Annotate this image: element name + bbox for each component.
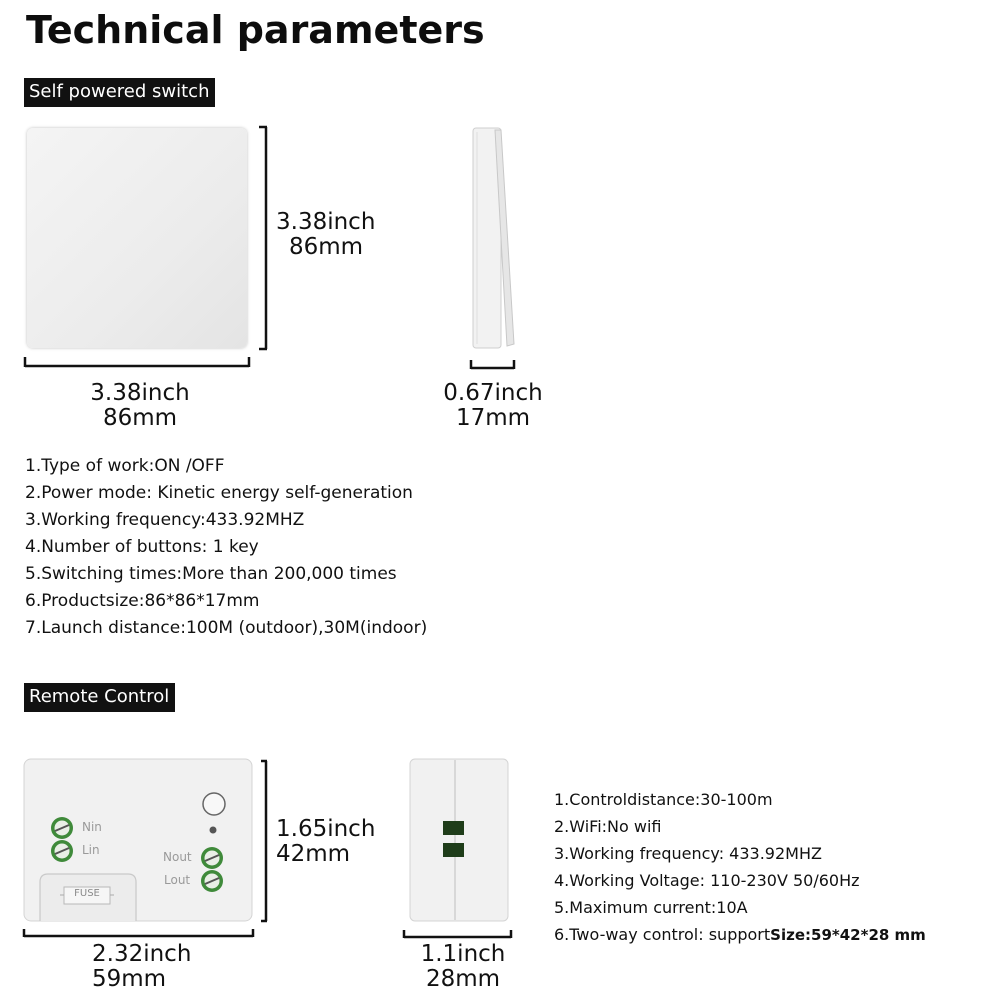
remote-spec-list [554, 786, 926, 949]
switch-side-view [473, 128, 514, 348]
remote-width-inch: 2.32inch [92, 941, 192, 967]
switch-spec-item: 6.Productsize:86*86*17mm [25, 591, 260, 611]
switch-spec-item: 4.Number of buttons: 1 key [25, 537, 259, 557]
remote-height-mm: 42mm [276, 841, 351, 867]
remote-depth-bracket [404, 930, 511, 938]
switch-spec-list [25, 453, 427, 642]
terminal-nin [51, 817, 73, 839]
remote-spec6-prefix: 6.Two-way control: support [554, 925, 771, 944]
remote-spec6-size: Size:59*42*28 mm [770, 926, 926, 944]
remote-height-bracket [261, 761, 267, 921]
label-lin: Lin [82, 843, 100, 857]
remote-spec-item: 2.WiFi:No wifi [554, 817, 662, 836]
section-label-switch: Self powered switch [24, 78, 215, 107]
switch-depth-bracket [471, 360, 514, 369]
remote-width-mm: 59mm [92, 966, 167, 992]
section-label-remote: Remote Control [24, 683, 175, 712]
switch-spec-item: 7.Launch distance:100M (outdoor),30M(indoor) [25, 618, 428, 638]
switch-depth-dim [433, 381, 553, 431]
switch-width-bracket [25, 357, 249, 367]
switch-width-mm: 86mm [102, 405, 178, 431]
label-lout: Lout [164, 873, 191, 887]
page-title: Technical parameters [26, 8, 485, 52]
remote-depth-dim [408, 942, 518, 992]
remote-side-view [410, 759, 508, 921]
terminal-lout [201, 870, 223, 892]
switch-spec-item: 1.Type of work:ON /OFF [25, 456, 225, 476]
label-nin: Nin [82, 820, 102, 834]
switch-width-dim [70, 381, 210, 431]
remote-height-dim [276, 817, 375, 867]
terminal-nout [201, 847, 223, 869]
remote-front-view [24, 759, 252, 921]
switch-height-inch: 3.38inch [276, 209, 376, 235]
remote-spec-item: 3.Working frequency: 433.92MHZ [554, 844, 822, 863]
remote-depth-inch: 1.1inch [420, 941, 506, 967]
remote-spec-item: 1.Controldistance:30-100m [554, 790, 773, 809]
remote-width-bracket [24, 929, 253, 937]
label-nout: Nout [163, 850, 192, 864]
switch-height-dim [276, 210, 375, 260]
switch-height-mm: 86mm [289, 234, 364, 260]
terminal-lin [51, 840, 73, 862]
switch-depth-mm: 17mm [455, 405, 531, 431]
remote-height-inch: 1.65inch [276, 816, 376, 842]
remote-spec-item [554, 921, 926, 949]
remote-width-dim [92, 942, 191, 992]
switch-width-inch: 3.38inch [90, 380, 190, 406]
switch-spec-item: 3.Working frequency:433.92MHZ [25, 510, 305, 530]
switch-spec-item: 5.Switching times:More than 200,000 times [25, 564, 397, 584]
switch-height-bracket [259, 127, 267, 349]
label-fuse: FUSE [74, 888, 100, 899]
remote-spec-item: 5.Maximum current:10A [554, 898, 748, 917]
switch-spec-item: 2.Power mode: Kinetic energy self-generation [25, 483, 413, 503]
remote-depth-mm: 28mm [425, 966, 501, 992]
remote-spec-item: 4.Working Voltage: 110-230V 50/60Hz [554, 871, 860, 890]
switch-depth-inch: 0.67inch [443, 380, 543, 406]
